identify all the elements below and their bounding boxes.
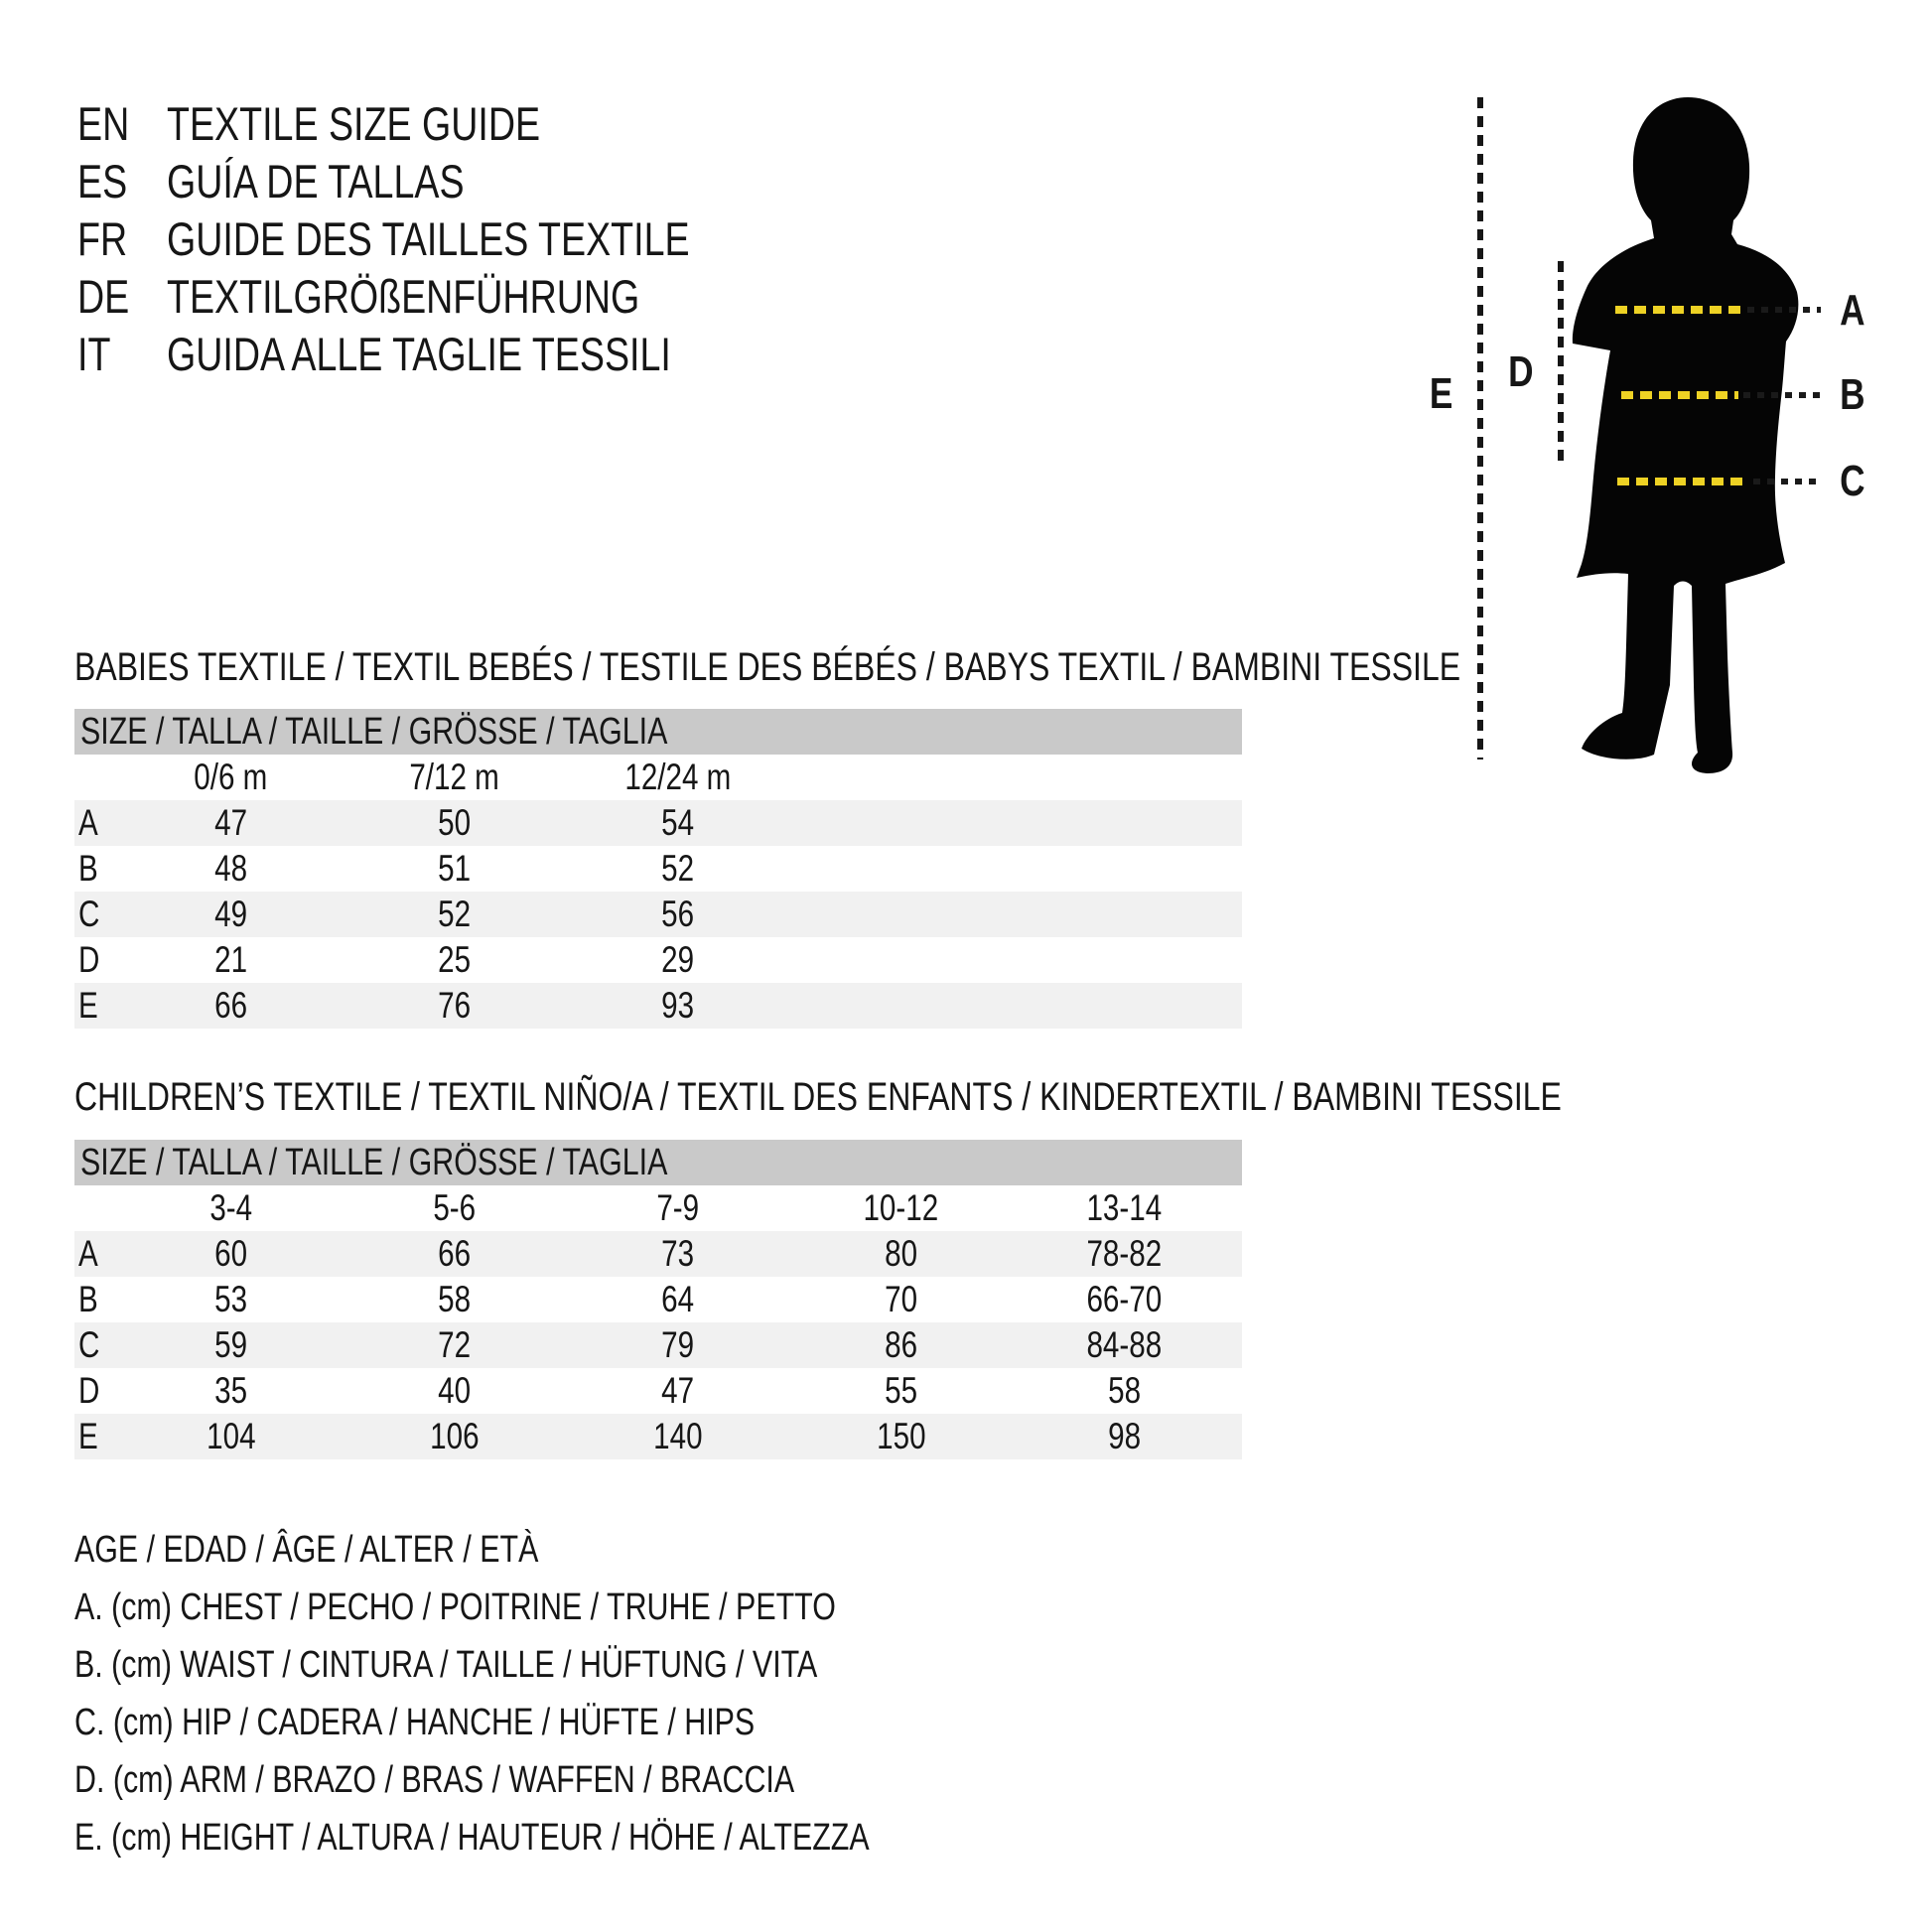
children-section-title: CHILDREN’S TEXTILE / TEXTIL NIÑO/A / TEXTIL DES ENFANTS / KINDERTEXTIL / BAMBINI TESSILE xyxy=(74,1075,1562,1119)
table-cell: 58 xyxy=(1108,1370,1141,1411)
table-cell: 93 xyxy=(661,985,694,1026)
babies-section-title: BABIES TEXTILE / TEXTIL BEBÉS / TESTILE DES BÉBÉS / BABYS TEXTIL / BAMBINI TESSILE xyxy=(74,645,1461,689)
table-cell: 40 xyxy=(438,1370,471,1411)
babies-column-headers xyxy=(74,755,1242,800)
title-line-it xyxy=(77,326,820,383)
size-header-bar: SIZE / TALLA / TAILLE / GRÖSSE / TAGLIA xyxy=(74,1140,1242,1185)
title-line-fr xyxy=(77,210,820,268)
table-cell: 58 xyxy=(438,1279,471,1319)
table-row xyxy=(74,1414,1242,1459)
hip-leader-dots xyxy=(1753,479,1821,484)
table-row xyxy=(74,800,1242,846)
children-size-table xyxy=(74,1140,1242,1459)
table-cell: 53 xyxy=(214,1279,247,1319)
height-label: E xyxy=(1429,369,1453,418)
row-label: B xyxy=(78,848,98,889)
table-cell: 78-82 xyxy=(1086,1233,1163,1274)
table-cell: 150 xyxy=(876,1416,926,1456)
title-line-en xyxy=(77,95,820,153)
row-label: B xyxy=(78,1279,98,1319)
title-line-de xyxy=(77,268,820,326)
arm-label: D xyxy=(1508,347,1534,396)
row-label: E xyxy=(78,985,98,1026)
title-text: GUIDE DES TAILLES TEXTILE xyxy=(167,212,690,265)
size-header-bar: SIZE / TALLA / TAILLE / GRÖSSE / TAGLIA xyxy=(74,709,1242,755)
lang-code: DE xyxy=(77,270,130,323)
measurement-legend xyxy=(74,1521,1068,1866)
table-cell: 84-88 xyxy=(1086,1324,1163,1365)
table-row xyxy=(74,1368,1242,1414)
chest-dash-line xyxy=(1615,306,1742,314)
table-row xyxy=(74,983,1242,1029)
table-cell: 52 xyxy=(438,894,471,934)
legend-line-arm: D. (cm) ARM / BRAZO / BRAS / WAFFEN / BRACCIA xyxy=(74,1759,795,1801)
title-line-es xyxy=(77,153,820,210)
table-cell: 56 xyxy=(661,894,694,934)
waist-label: B xyxy=(1840,370,1865,419)
lang-code: EN xyxy=(77,97,130,150)
lang-code: ES xyxy=(77,155,128,207)
column-header: 13-14 xyxy=(1086,1187,1163,1228)
legend-line-hip: C. (cm) HIP / CADERA / HANCHE / HÜFTE / HIPS xyxy=(74,1702,756,1743)
title-text: GUIDA ALLE TAGLIE TESSILI xyxy=(167,328,671,380)
table-cell: 35 xyxy=(214,1370,247,1411)
column-header: 0/6 m xyxy=(194,757,268,797)
lang-code: IT xyxy=(77,328,111,380)
column-header: 3-4 xyxy=(209,1187,252,1228)
table-cell: 47 xyxy=(214,802,247,843)
legend-line-chest: A. (cm) CHEST / PECHO / POITRINE / TRUHE / PETTO xyxy=(74,1587,836,1628)
hip-dash-line xyxy=(1617,478,1748,485)
table-cell: 106 xyxy=(429,1416,480,1456)
table-cell: 80 xyxy=(885,1233,917,1274)
column-header: 12/24 m xyxy=(624,757,731,797)
table-row xyxy=(74,1277,1242,1322)
table-cell: 29 xyxy=(661,939,694,980)
table-cell: 60 xyxy=(214,1233,247,1274)
row-label: A xyxy=(78,802,98,843)
table-cell: 86 xyxy=(885,1324,917,1365)
table-cell: 104 xyxy=(206,1416,256,1456)
table-cell: 98 xyxy=(1108,1416,1141,1456)
row-label: D xyxy=(78,939,100,980)
table-cell: 76 xyxy=(438,985,471,1026)
title-block xyxy=(77,95,820,383)
legend-line-age: AGE / EDAD / ÂGE / ALTER / ETÀ xyxy=(74,1529,539,1571)
table-cell: 70 xyxy=(885,1279,917,1319)
table-cell: 51 xyxy=(438,848,471,889)
table-cell: 49 xyxy=(214,894,247,934)
column-header: 7/12 m xyxy=(409,757,499,797)
table-cell: 79 xyxy=(661,1324,694,1365)
table-cell: 72 xyxy=(438,1324,471,1365)
waist-leader-dots xyxy=(1743,392,1821,398)
row-label: A xyxy=(78,1233,98,1274)
title-text: GUÍA DE TALLAS xyxy=(167,155,465,207)
table-row xyxy=(74,1322,1242,1368)
table-cell: 73 xyxy=(661,1233,694,1274)
row-label: C xyxy=(78,894,100,934)
table-cell: 48 xyxy=(214,848,247,889)
table-cell: 59 xyxy=(214,1324,247,1365)
table-cell: 64 xyxy=(661,1279,694,1319)
column-header: 7-9 xyxy=(656,1187,699,1228)
child-silhouette-illustration xyxy=(1549,89,1827,774)
column-header: 5-6 xyxy=(433,1187,476,1228)
table-cell: 66 xyxy=(214,985,247,1026)
hip-label: C xyxy=(1840,457,1865,505)
chest-leader-dots xyxy=(1747,307,1821,313)
table-cell: 50 xyxy=(438,802,471,843)
table-row xyxy=(74,937,1242,983)
table-cell: 47 xyxy=(661,1370,694,1411)
table-cell: 66-70 xyxy=(1086,1279,1163,1319)
table-cell: 140 xyxy=(652,1416,703,1456)
children-column-headers xyxy=(74,1185,1242,1231)
waist-dash-line xyxy=(1621,391,1738,399)
table-cell: 52 xyxy=(661,848,694,889)
table-row xyxy=(74,846,1242,892)
table-cell: 55 xyxy=(885,1370,917,1411)
table-row xyxy=(74,892,1242,937)
table-cell: 21 xyxy=(214,939,247,980)
chest-label: A xyxy=(1840,286,1865,335)
legend-line-height: E. (cm) HEIGHT / ALTURA / HAUTEUR / HÖHE / ALTEZZA xyxy=(74,1817,870,1859)
lang-code: FR xyxy=(77,212,128,265)
row-label: D xyxy=(78,1370,100,1411)
table-cell: 25 xyxy=(438,939,471,980)
row-label: C xyxy=(78,1324,100,1365)
title-text: TEXTILGRÖßENFÜHRUNG xyxy=(167,270,640,323)
row-label: E xyxy=(78,1416,98,1456)
column-header: 10-12 xyxy=(863,1187,939,1228)
babies-size-table xyxy=(74,709,1242,1029)
table-cell: 54 xyxy=(661,802,694,843)
table-row xyxy=(74,1231,1242,1277)
title-text: TEXTILE SIZE GUIDE xyxy=(167,97,541,150)
legend-line-waist: B. (cm) WAIST / CINTURA / TAILLE / HÜFTUNG / VITA xyxy=(74,1644,818,1686)
table-cell: 66 xyxy=(438,1233,471,1274)
